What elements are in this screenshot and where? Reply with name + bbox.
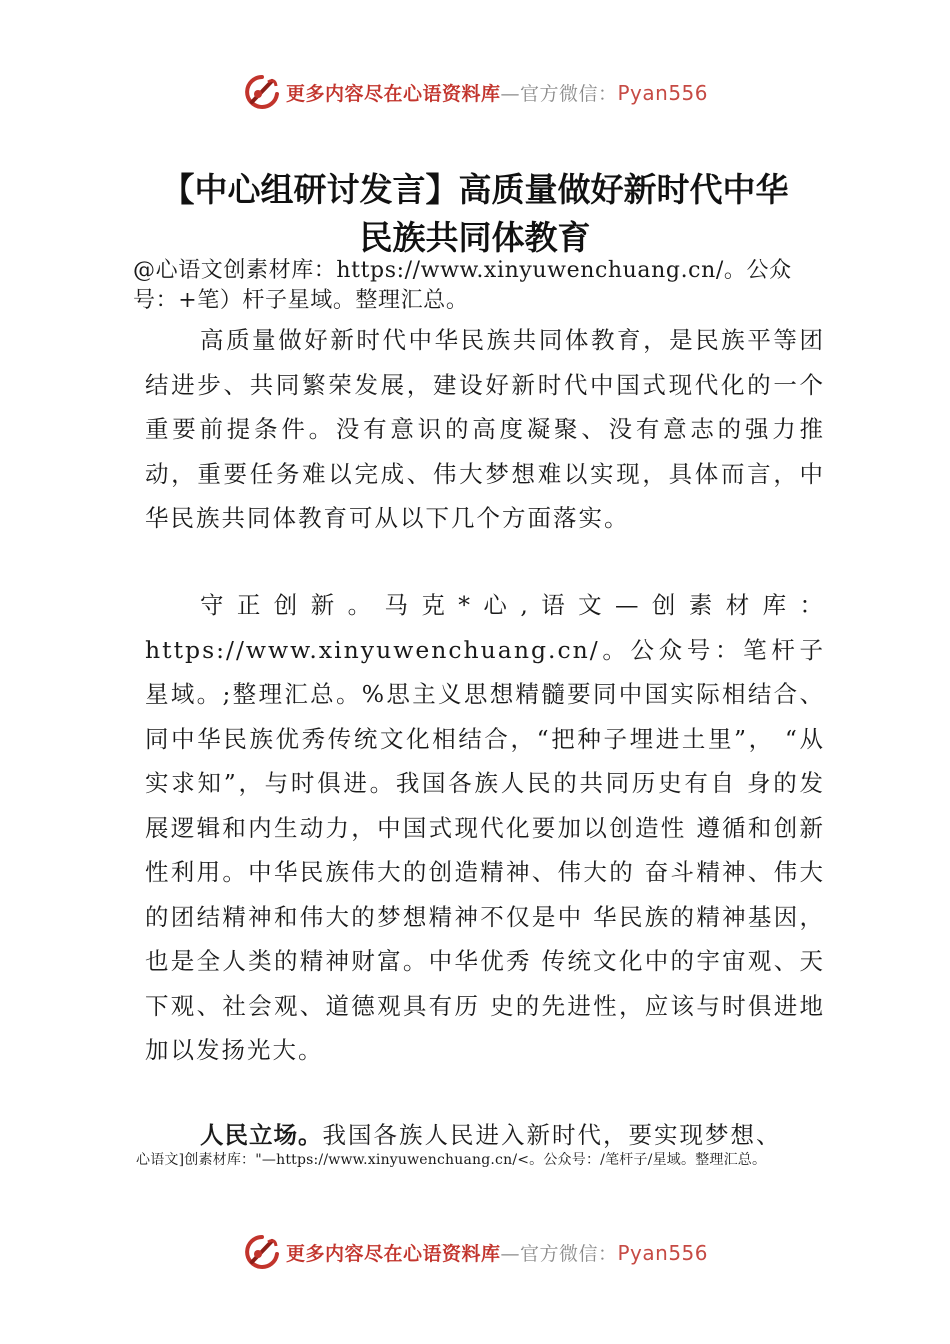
- paragraph-lead: 人民立场。: [200, 1121, 323, 1149]
- document-title: [0, 166, 950, 262]
- banner-separator: —: [500, 1242, 520, 1265]
- brush-circle-logo-icon: [242, 72, 282, 112]
- credit-line: @心语文创素材库：https://www.xinyuwenchuang.cn/。公众号：+笔）杆子星域。整理汇总。: [133, 258, 792, 313]
- banner-text: [286, 1239, 708, 1266]
- banner-text: [286, 79, 708, 106]
- brush-circle-logo-icon: [242, 1232, 282, 1272]
- banner-wechat-label: 官方微信：: [519, 82, 618, 105]
- paragraph-intro: 高质量做好新时代中华民族共同体教育，是民族平等团结进步、共同繁荣发展，建设好新时代中国式现代化的一个重要前提条件。没有意识的高度凝聚、没有意志的强力推动，重要任务难以完成、伟大梦想难以实现，具体而言，中华民族共同体教育可从以下几个方面落实。: [145, 326, 825, 532]
- title-line-2: 民族共同体教育: [359, 218, 591, 257]
- title-line-1: 【中心组研讨发言】高质量做好新时代中华: [161, 170, 789, 209]
- banner-wechat-id: Pyan556: [617, 1240, 709, 1265]
- header-banner: [0, 70, 950, 114]
- banner-main: 更多内容尽在心语资料库: [285, 1242, 501, 1265]
- banner-wechat-id: Pyan556: [617, 80, 709, 105]
- banner-separator: —: [500, 82, 520, 105]
- footnote-credit: 心语文]创素材库："—https://www.xinyuwenchuang.cn/<。公众号：/笔杆子/星域。整理汇总。: [136, 1152, 767, 1168]
- banner-wechat-label: 官方微信：: [519, 1242, 618, 1265]
- footer-banner: [0, 1230, 950, 1274]
- paragraph-shouzheng-chuangxin: 守正创新。马克*心,语文—创素材库：https://www.xinyuwenchuang.cn/。公众号：笔杆子星域。;整理汇总。%思主义思想精髓要同中国实际相结合、同中华民族优秀传统文化相结合，“把种子埋进土里”， “从实求知”，与时俱进。我国各族人民的共同历史有自 身的发展逻辑和内生动力，中国式现代化要加以创造性 遵循和创新性利用。中华民族伟大的创造精神、伟大的 奋斗精神、伟大的团结精神和伟大的梦想精神不仅是中 华民族的精神基因，也是全人类的精神财富。中华优秀 传统文化中的宇宙观、天下观、社会观、道德观具有历 史的先进性，应该与时俱进地加以发扬光大。: [145, 591, 825, 1064]
- paragraph-body: 我国各族人民进入新时代，要实现梦想、: [322, 1121, 782, 1149]
- banner-main: 更多内容尽在心语资料库: [285, 82, 501, 105]
